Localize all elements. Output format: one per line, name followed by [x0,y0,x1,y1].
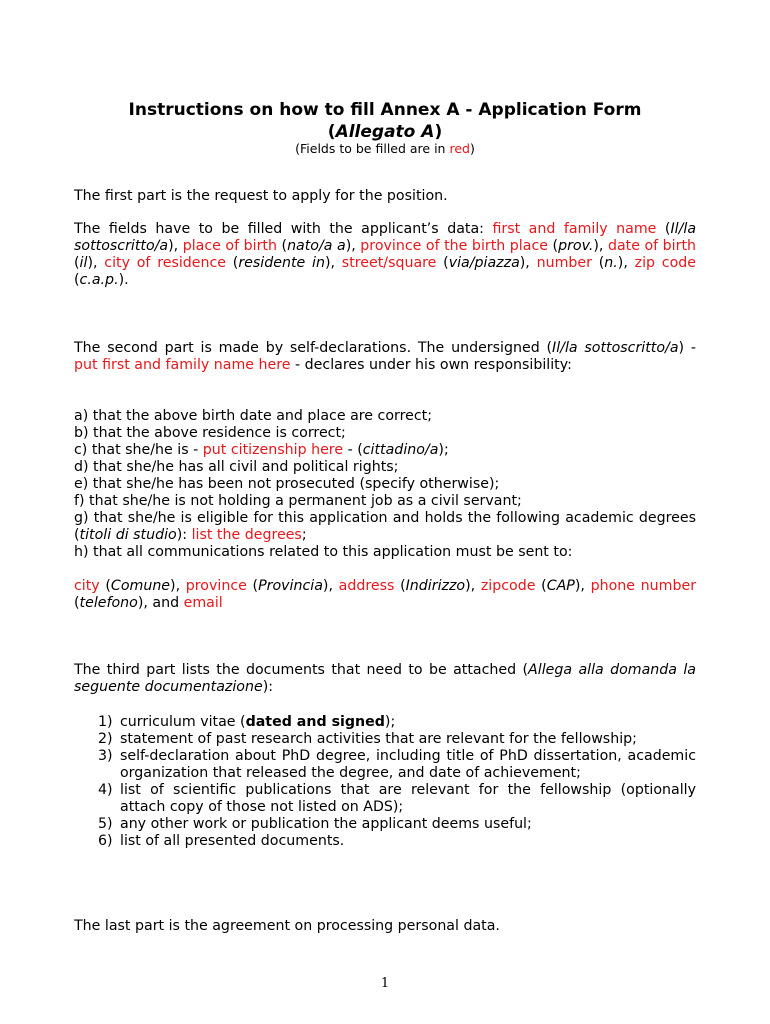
title-line-2: (Allegato A) [327,122,443,142]
declaration-d: d) that she/he has all civil and political rights; [74,459,399,475]
document-subtitle: (Fields to be filled are in red) [295,141,475,156]
declaration-f: f) that she/he is not holding a permanent job as a civil servant; [74,493,522,509]
list-item: 3) self-declaration about PhD degree, including title of PhD dissertation, academic organization that released the degree, and date of achievement; [98,748,696,781]
part2-intro-paragraph: The second part is made by self-declarations. The undersigned (Il/la sottoscritto/a) - put first and family name here - declares under his own responsibility: [74,340,696,373]
part1-intro: The first part is the request to apply for the position. [74,188,448,204]
list-item: 6) list of all presented documents. [98,833,345,849]
documents-list [74,714,696,850]
list-item: 1) curriculum vitae (dated and signed); [98,714,396,730]
declarations-list [74,408,696,561]
red-word: red [449,141,470,156]
declaration-a: a) that the above birth date and place are correct; [74,408,433,424]
list-item: 2) statement of past research activities that are relevant for the fellowship; [98,731,637,747]
document-title [0,99,770,143]
declaration-e: e) that she/he has been not prosecuted (specify otherwise); [74,476,500,492]
declaration-c: c) that she/he is - put citizenship here - (cittadino/a); [74,442,449,458]
list-item: 4) list of scientific publications that are relevant for the fellowship (optionally attach copy of those not listed on ADS); [98,782,696,815]
part3-intro-paragraph: The third part lists the documents that need to be attached (Allega alla domanda la seguente documentazione): [74,662,696,695]
contact-fields-paragraph: city (Comune), province (Provincia), address (Indirizzo), zipcode (CAP), phone number (telefono), and email [74,578,697,611]
declaration-g: g) that she/he is eligible for this application and holds the following academic degrees (titoli di studio): list the degrees; [74,510,696,543]
part4-paragraph: The last part is the agreement on processing personal data. [74,918,500,934]
page-number: 1 [380,976,390,991]
part1-fields-paragraph: The fields have to be filled with the applicant’s data: first and family name (Il/la sottoscritto/a), place of birth (nato/a a), province of the birth place (prov.), date of birth (il), city of residence (residente in), street/square (via/piazza), number (n.), zip code (c.a.p.). [74,221,697,288]
title-line-1: Instructions on how to fill Annex A - Application Form [128,100,642,120]
list-item: 5) any other work or publication the applicant deems useful; [98,816,532,832]
declaration-h: h) that all communications related to this application must be sent to: [74,544,573,560]
declaration-b: b) that the above residence is correct; [74,425,346,441]
